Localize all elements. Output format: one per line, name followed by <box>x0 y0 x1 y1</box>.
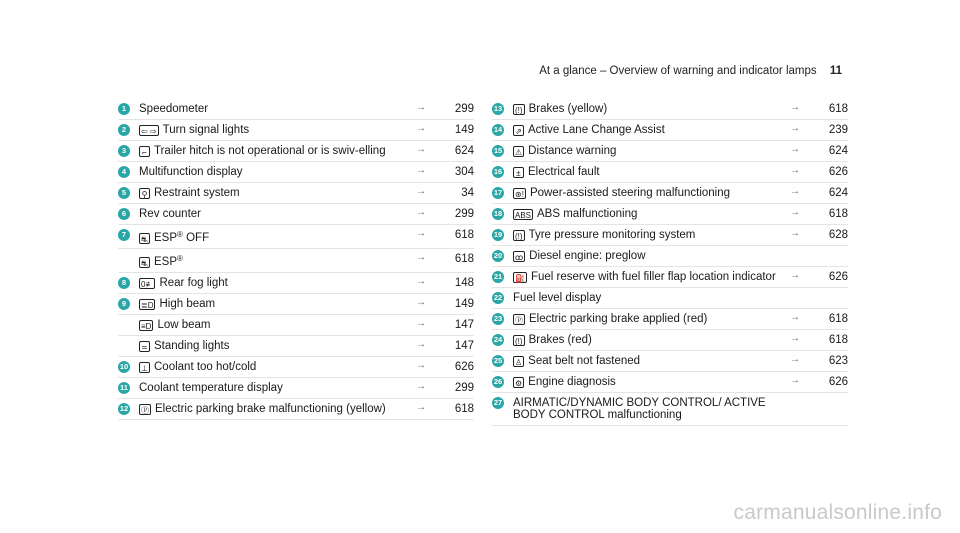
item-number-badge: 19 <box>493 230 503 239</box>
item-label: Coolant temperature display <box>139 382 283 394</box>
item-label: AIRMATIC/DYNAMIC BODY CONTROL/ ACTIVE BODY CONTROL malfunctioning <box>513 397 766 421</box>
indicator-lamp-icon: ≡D <box>141 322 152 331</box>
page-reference-arrow: → <box>790 144 800 155</box>
indicator-lamp-icon: ⚙ <box>515 379 523 388</box>
item-text <box>513 145 778 157</box>
left-column <box>118 99 474 420</box>
list-item <box>118 273 474 294</box>
item-number-badge: 21 <box>493 272 503 281</box>
item-number-badge: 7 <box>118 229 130 241</box>
indicator-lamp-icon: (!) <box>515 337 523 346</box>
list-item <box>118 336 474 357</box>
list-item <box>492 309 848 330</box>
list-item <box>118 399 474 420</box>
item-text <box>513 208 778 220</box>
item-number-badge: 25 <box>493 356 503 365</box>
page-reference[interactable]: 618 <box>828 103 848 115</box>
right-column <box>492 99 848 426</box>
list-item <box>118 141 474 162</box>
page-reference-arrow: → <box>790 270 800 281</box>
page-reference[interactable]: 618 <box>828 334 848 346</box>
item-number-badge: 8 <box>118 277 130 289</box>
page-header <box>539 65 842 77</box>
indicator-lamp-icon: ± <box>513 167 524 178</box>
item-label: Brakes (red) <box>528 334 592 346</box>
item-number-badge: 12 <box>119 404 129 413</box>
item-number-badge: 5 <box>118 187 130 199</box>
page-reference[interactable]: 299 <box>454 382 474 394</box>
item-text <box>513 355 778 367</box>
page-reference[interactable]: 618 <box>454 403 474 415</box>
item-text <box>513 313 778 325</box>
item-label: ESP <box>154 232 178 244</box>
indicator-lamp-icon: Ⓟ <box>141 406 149 415</box>
page-reference[interactable]: 299 <box>454 208 474 220</box>
page-reference[interactable]: 239 <box>828 124 848 136</box>
item-number-badge: 13 <box>493 104 503 113</box>
page-reference[interactable]: 626 <box>828 271 848 283</box>
registered-mark: ® <box>177 254 183 263</box>
item-number-badge: 6 <box>118 208 130 220</box>
indicator-lamp-icon: (!) <box>515 232 523 241</box>
item-label: Low beam <box>157 319 211 331</box>
list-item <box>118 99 474 120</box>
page-reference-arrow: → <box>416 276 426 287</box>
item-label: Standing lights <box>154 340 230 352</box>
list-item <box>118 378 474 399</box>
indicator-lamp-icon: ⛽ <box>515 274 525 283</box>
item-text <box>513 250 778 262</box>
page-reference-arrow: → <box>416 123 426 134</box>
item-label: Restraint system <box>154 187 240 199</box>
item-label: Multifunction display <box>139 166 243 178</box>
page-reference-arrow: → <box>416 228 426 239</box>
page-reference[interactable]: 628 <box>828 229 848 241</box>
page-reference-arrow: → <box>790 228 800 239</box>
page-reference[interactable]: 626 <box>454 361 474 373</box>
item-text <box>139 277 404 289</box>
list-item <box>118 357 474 378</box>
list-item <box>492 162 848 183</box>
item-text <box>139 103 404 115</box>
page-reference-arrow: → <box>790 354 800 365</box>
item-label: Electric parking brake malfunctioning (yellow) <box>155 403 386 415</box>
item-number-badge: 18 <box>493 209 503 218</box>
list-item <box>492 225 848 246</box>
page-reference-arrow: → <box>416 144 426 155</box>
page-reference-arrow: → <box>416 102 426 113</box>
indicator-lamp-icon: ⛐ <box>139 257 150 268</box>
item-text <box>513 124 778 136</box>
page-header-title: At a glance – Overview of warning and indicator lamps <box>539 65 817 77</box>
item-text <box>139 208 404 220</box>
item-text <box>513 292 778 304</box>
item-label: Rear fog light <box>159 277 228 289</box>
item-text <box>139 361 404 373</box>
list-item <box>492 141 848 162</box>
indicator-lamp-icon: ⊥ <box>139 362 150 373</box>
page-reference[interactable]: 149 <box>454 124 474 136</box>
page-reference-arrow: → <box>416 360 426 371</box>
item-text <box>139 319 404 331</box>
page-reference[interactable]: 304 <box>454 166 474 178</box>
item-number-badge: 16 <box>493 167 503 176</box>
item-label: Active Lane Change Assist <box>528 124 665 136</box>
indicator-lamp-icon: ⛐ <box>139 233 150 244</box>
page-reference-arrow: → <box>790 165 800 176</box>
page-reference-arrow: → <box>416 318 426 329</box>
item-label: Fuel reserve with fuel filler flap location indicator <box>530 271 776 283</box>
item-label: ABS malfunctioning <box>537 208 638 220</box>
list-item <box>492 204 848 225</box>
list-item <box>492 267 848 288</box>
page-reference[interactable]: 626 <box>828 166 848 178</box>
item-text <box>139 403 404 415</box>
item-text <box>513 229 778 241</box>
page-reference-arrow: → <box>416 402 426 413</box>
indicator-lamp-icon: (!) <box>515 106 523 115</box>
item-number-badge: 15 <box>493 146 503 155</box>
watermark: carmanualsonline.info <box>733 501 942 524</box>
item-number-badge: 4 <box>118 166 130 178</box>
item-label: Tyre pressure monitoring system <box>528 229 696 241</box>
item-label: Distance warning <box>528 145 617 157</box>
page-reference-arrow: → <box>416 339 426 350</box>
page-reference[interactable]: 623 <box>828 355 848 367</box>
item-text <box>139 298 404 310</box>
page-reference-arrow: → <box>790 123 800 134</box>
page-reference-arrow: → <box>790 312 800 323</box>
list-item <box>492 246 848 267</box>
item-text <box>513 187 778 199</box>
item-label: Trailer hitch is not operational or is swiv-elling <box>154 145 386 157</box>
item-number-badge: 14 <box>493 125 503 134</box>
list-item <box>492 393 848 426</box>
page-reference-arrow: → <box>790 102 800 113</box>
page-reference[interactable]: 618 <box>454 229 474 241</box>
page-reference-arrow: → <box>416 252 426 263</box>
indicator-lamp-icon: 0≢ <box>141 280 154 289</box>
list-item <box>118 162 474 183</box>
page-reference-arrow: → <box>790 207 800 218</box>
page-reference[interactable]: 34 <box>461 187 474 199</box>
item-number-badge: 20 <box>493 251 503 260</box>
item-label: Electric parking brake applied (red) <box>529 313 708 325</box>
item-label-suffix: OFF <box>182 232 210 244</box>
item-text <box>139 166 404 178</box>
indicator-lamp-icon: ⇦ ⇨ <box>141 127 157 136</box>
list-item <box>492 120 848 141</box>
item-number-badge: 11 <box>118 382 130 394</box>
item-label: Engine diagnosis <box>528 376 616 388</box>
item-number-badge: 24 <box>493 335 503 344</box>
item-label: Turn signal lights <box>162 124 250 136</box>
item-label: Fuel level display <box>513 292 602 304</box>
item-number-badge: 22 <box>493 293 503 302</box>
item-label: Brakes (yellow) <box>528 103 608 115</box>
page-reference[interactable]: 149 <box>454 298 474 310</box>
item-label: ESP <box>154 256 178 268</box>
indicator-lamp-icon: ⌐ <box>139 146 150 157</box>
item-text <box>139 145 404 157</box>
item-text <box>139 382 404 394</box>
page-reference-arrow: → <box>416 297 426 308</box>
page-reference[interactable]: 624 <box>454 145 474 157</box>
item-number-badge: 10 <box>119 362 129 371</box>
page-reference[interactable]: 618 <box>454 253 474 265</box>
page-reference[interactable]: 147 <box>454 319 474 331</box>
item-text <box>513 103 778 115</box>
list-item <box>118 225 474 249</box>
page-reference[interactable]: 618 <box>828 208 848 220</box>
item-label: Diesel engine: preglow <box>529 250 646 262</box>
indicator-lamp-icon: ♙ <box>515 358 523 367</box>
item-text <box>139 253 404 268</box>
list-item <box>492 351 848 372</box>
list-item <box>118 249 474 273</box>
item-label: Seat belt not fastened <box>528 355 641 367</box>
page-reference-arrow: → <box>790 333 800 344</box>
item-text <box>139 124 404 136</box>
indicator-lamp-icon: ⚲ <box>139 188 150 199</box>
page-reference[interactable]: 624 <box>828 145 848 157</box>
list-item <box>118 204 474 225</box>
item-label: High beam <box>159 298 216 310</box>
indicator-lamp-icon: ꝏ <box>515 253 524 262</box>
item-text <box>513 397 778 421</box>
registered-mark: ® <box>177 230 183 239</box>
item-label: Electrical fault <box>528 166 600 178</box>
page-reference[interactable]: 618 <box>828 313 848 325</box>
list-item <box>118 294 474 315</box>
page-reference[interactable]: 147 <box>454 340 474 352</box>
item-label: Power-assisted steering malfunctioning <box>529 187 731 199</box>
item-number-badge: 17 <box>493 188 503 197</box>
item-number-badge: 23 <box>493 314 503 323</box>
list-item <box>118 183 474 204</box>
indicator-lamp-icon: ⇗ <box>513 125 524 136</box>
page-reference-arrow: → <box>416 186 426 197</box>
item-number-badge: 26 <box>493 377 503 386</box>
list-item <box>492 99 848 120</box>
list-item <box>492 288 848 309</box>
page-reference[interactable]: 299 <box>454 103 474 115</box>
page-reference-arrow: → <box>790 375 800 386</box>
page-reference-arrow: → <box>416 381 426 392</box>
item-text <box>139 340 404 352</box>
indicator-lamp-icon: Ⓟ <box>515 316 523 325</box>
item-text <box>139 229 404 244</box>
item-text <box>513 166 778 178</box>
item-label: Rev counter <box>139 208 202 220</box>
page-reference-arrow: → <box>790 186 800 197</box>
list-item <box>118 315 474 336</box>
list-item <box>492 183 848 204</box>
page-reference[interactable]: 624 <box>828 187 848 199</box>
list-item <box>118 120 474 141</box>
page-reference[interactable]: 626 <box>828 376 848 388</box>
indicator-lamp-icon: ≣D <box>141 301 154 310</box>
page-reference[interactable]: 148 <box>454 277 474 289</box>
list-item <box>492 372 848 393</box>
page-reference-arrow: → <box>416 207 426 218</box>
item-number-badge: 9 <box>118 298 130 310</box>
page-reference-arrow: → <box>416 165 426 176</box>
item-text <box>513 334 778 346</box>
item-number-badge: 2 <box>118 124 130 136</box>
page-number: 11 <box>829 65 842 77</box>
item-text <box>139 187 404 199</box>
indicator-lamp-icon: ⚠ <box>515 148 523 157</box>
indicator-lamp-icon: ABS <box>515 211 532 220</box>
item-label: Speedometer <box>139 103 209 115</box>
indicator-lamp-icon: ≍ <box>139 341 150 352</box>
item-number-badge: 3 <box>118 145 130 157</box>
list-item <box>492 330 848 351</box>
item-number-badge: 27 <box>493 398 503 407</box>
indicator-lamp-icon: ⊛! <box>515 190 524 199</box>
item-label: Coolant too hot/cold <box>154 361 257 373</box>
item-text <box>513 376 778 388</box>
item-number-badge: 1 <box>118 103 130 115</box>
item-text <box>513 271 778 283</box>
